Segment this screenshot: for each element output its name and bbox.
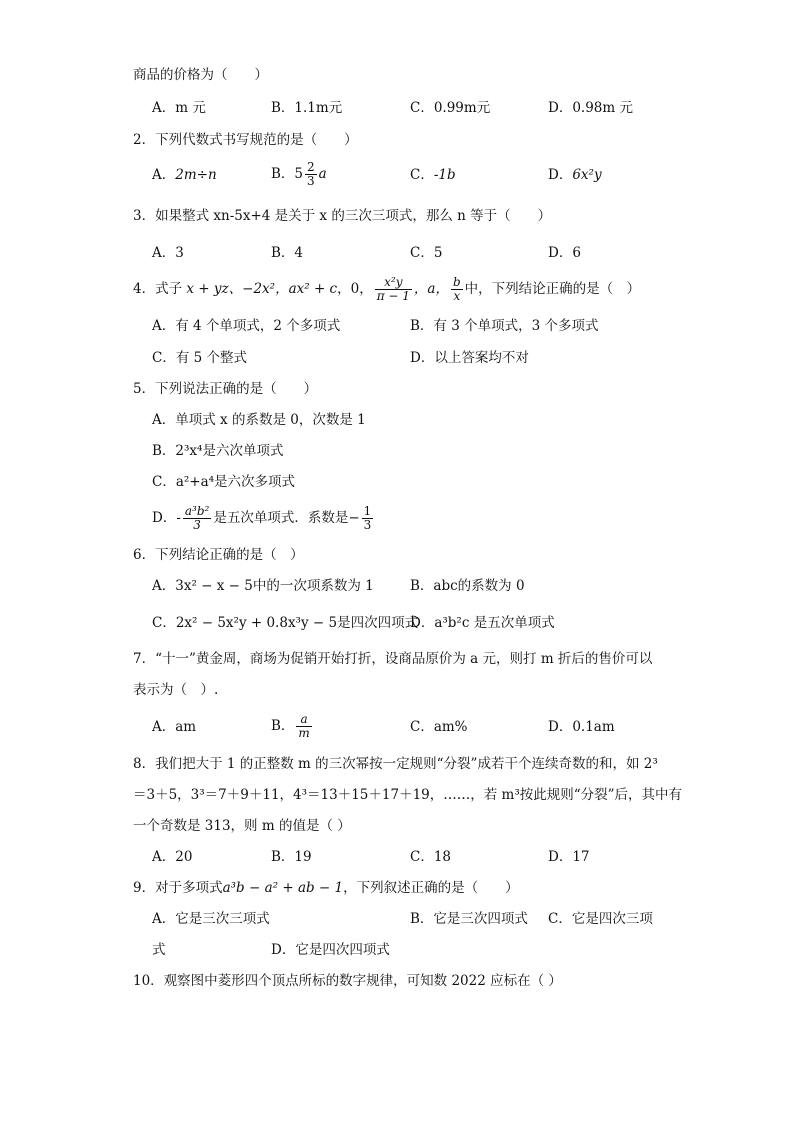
q2-option-d-label: D． [548,167,573,183]
q7-option-b-fraction [296,713,311,740]
q4-fraction-1 [375,276,412,303]
q6-option-c: C．2x² − 5x²y + 0.8x³y − 5是四次四项式 [152,615,419,631]
q4-option-a: A．有 4 个单项式，2 个多项式 [152,318,341,334]
q2-option-a-label: A． [152,167,176,183]
q4-option-d: D．以上答案均不对 [410,350,529,366]
q5-option-c: C．a²+a⁴是六次多项式 [152,474,296,490]
q4-fraction-1-numerator: x²y [375,276,412,290]
q6-option-a: A．3x² − x − 5中的一次项系数为 1 [152,578,374,594]
q5-option-d-label: D．- [152,510,181,526]
q7-line-2: 表示为（ ）. [133,682,219,698]
q6-stem: 6．下列结论正确的是（ ） [133,547,304,563]
q0-option-b: B．1.1m元 [271,100,343,116]
q2-option-b [271,159,327,189]
q0-stem: 商品的价格为（ ） [133,67,268,83]
q2-option-b-denominator: 3 [307,174,315,188]
q3-option-b: B．4 [271,245,304,261]
q0-option-a: A．m 元 [152,100,206,116]
q7-option-b-label: B． [271,718,295,734]
q3-option-c: C．5 [410,245,443,261]
q4-fraction-2-numerator: b [452,275,461,289]
q7-option-b [271,707,314,745]
q0-option-c: C．0.99m元 [410,100,491,116]
q3-stem: 3．如果整式 xn-5x+4 是关于 x 的三次三项式，那么 n 等于（ ） [133,208,552,224]
q5-option-b: B．2³x⁴是六次单项式 [152,443,284,459]
q7-option-b-numerator: a [296,713,311,727]
q4-stem [133,272,640,306]
q9-option-c-part-1: C．它是四次三项 [548,911,653,927]
q2-option-b-var: a [318,166,327,182]
q2-option-c [410,166,456,184]
q9-stem-suffix: ，下列叙述正确的是（ ） [343,880,519,896]
q7-option-a: A．am [152,719,197,735]
q4-expr-4: ，0， [337,281,373,297]
q4-fraction-2-denominator: x [453,289,461,303]
q4-option-b: B．有 3 个单项式，3 个多项式 [410,318,599,334]
q4-expr-1: x + yz [186,281,229,297]
q8-line-1: 8．我们把大于 1 的正整数 m 的三次幂按一定规则“分裂”成若干个连续奇数的和，如 2³ [133,756,658,772]
q9-stem-prefix: 9．对于多项式 [133,880,223,896]
q9-option-c-part-2: 式 [152,942,166,958]
q5-option-a: A．单项式 x 的系数是 0，次数是 1 [152,412,366,428]
q2-stem: 2．下列代数式书写规范的是（ ） [133,132,358,148]
q3-option-d: D．6 [548,245,581,261]
q2-option-a [152,166,217,184]
q8-line-3: 一个奇数是 313，则 m 的值是（ ） [133,818,351,834]
q7-option-c: C．am% [410,719,468,735]
q4-fraction-2 [451,276,463,303]
q5-option-d-fraction [183,505,211,532]
q0-option-d: D．0.98m 元 [548,100,633,116]
q9-polynomial: a³b − a² + ab − 1 [222,880,344,896]
q4-prefix: 4．式子 [133,281,183,297]
q4-fraction-1-denominator: π − 1 [376,289,410,303]
q2-option-a-expr: 2m÷n [175,167,217,183]
q8-option-b: B．19 [271,849,312,865]
q4-option-c: C．有 5 个整式 [152,350,248,366]
q5-stem: 5．下列说法正确的是（ ） [133,381,318,397]
q9-stem [133,879,519,897]
q4-suffix: 中，下列结论正确的是（ ） [464,281,641,297]
q5-option-d-coef-fraction [362,505,374,532]
q9-option-d: D．它是四次四项式 [271,942,390,958]
q2-option-b-numerator: 2 [307,160,315,174]
q2-option-b-fraction [305,161,317,188]
q7-line-1: 7．“十一”黄金周，商场为促销开始打折，设商品原价为 a 元，则打 m 折后的售价可以 [133,651,653,667]
q8-option-a: A．20 [152,849,193,865]
q9-option-a: A．它是三次三项式 [152,911,270,927]
q4-expr-6: ，a， [413,281,449,297]
q9-option-b: B．它是三次四项式 [410,911,528,927]
q8-option-d: D．17 [548,849,590,865]
q2-option-b-label: B． [271,166,295,182]
q5-option-d [152,500,375,536]
q8-option-c: C．18 [410,849,452,865]
q6-option-d: D．a³b²c 是五次单项式 [410,615,555,631]
q8-line-2: ＝3＋5，3³＝7＋9＋11，4³＝13＋15＋17＋19，……，若 m³按此规则“分裂”后，其中有 [133,787,683,803]
q2-option-c-label: C． [410,167,434,183]
q2-option-b-whole: 5 [294,166,304,182]
q5-option-d-denominator: 3 [193,518,201,532]
q5-option-d-coef-denominator: 3 [363,518,372,532]
q6-option-b: B．abc的系数为 0 [410,578,525,594]
q5-option-d-numerator: a³b² [184,504,210,518]
q5-option-d-coef-numerator: 1 [363,504,372,518]
q2-option-d-expr: 6x²y [572,167,602,183]
q3-option-a: A．3 [152,245,184,261]
q4-expr-3: ，ax² + c [275,281,338,297]
q2-option-c-expr: -1b [433,167,456,183]
q10-stem: 10．观察图中菱形四个顶点所标的数字规律，可知数 2022 应标在（ ） [133,973,562,989]
q4-expr-2: 、−2x² [228,281,276,297]
q7-option-d: D．0.1am [548,719,615,735]
q7-option-b-denominator: m [298,726,310,740]
q2-option-d [548,166,602,184]
q5-option-d-text: 是五次单项式．系数是− [213,510,360,526]
